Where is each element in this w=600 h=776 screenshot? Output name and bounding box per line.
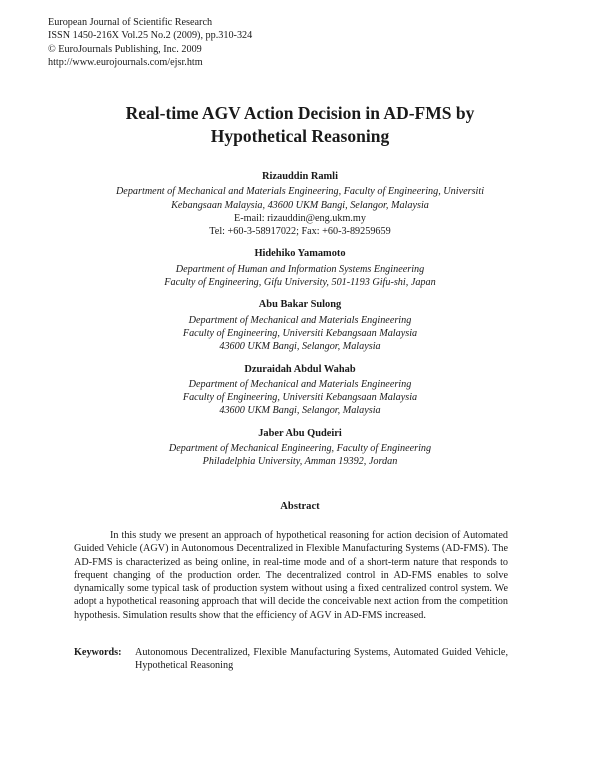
- affiliation-line: Department of Mechanical and Materials Engineering: [188, 314, 412, 326]
- author-block: [0, 298, 600, 353]
- author-block: [0, 363, 600, 418]
- affiliation-line: 43600 UKM Bangi, Selangor, Malaysia: [219, 405, 381, 417]
- author-block: [0, 247, 600, 289]
- keywords-section: [74, 646, 508, 673]
- keywords-label: Keywords:: [74, 647, 122, 658]
- affiliation-line: Department of Mechanical Engineering, Faculty of Engineering: [168, 443, 432, 455]
- journal-url[interactable]: http://www.eurojournals.com/ejsr.htm: [48, 57, 203, 69]
- copyright-line: © EuroJournals Publishing, Inc. 2009: [48, 43, 202, 55]
- affiliation-line: Department of Mechanical and Materials Engineering: [188, 378, 412, 390]
- author-list: [0, 170, 600, 478]
- keywords-text: Autonomous Decentralized, Flexible Manufacturing Systems, Automated Guided Vehicle, Hypothetical Reasoning: [135, 647, 508, 672]
- author-name: Rizauddin Ramli: [262, 171, 338, 182]
- abstract-heading: Abstract: [280, 501, 320, 512]
- affiliation-line: 43600 UKM Bangi, Selangor, Malaysia: [219, 341, 381, 353]
- title-line-2: Hypothetical Reasoning: [210, 126, 390, 146]
- author-email: E-mail: rizauddin@eng.ukm.my: [234, 212, 366, 224]
- author-block: [0, 170, 600, 238]
- affiliation-line: Faculty of Engineering, Universiti Kebangsaan Malaysia: [182, 392, 418, 404]
- author-name: Jaber Abu Qudeiri: [258, 427, 342, 439]
- author-name: Hidehiko Yamamoto: [254, 248, 346, 260]
- journal-header: [48, 16, 348, 70]
- affiliation-line: Faculty of Engineering, Gifu University, 501-1193 Gifu-shi, Japan: [164, 277, 436, 289]
- journal-name: European Journal of Scientific Research: [48, 17, 213, 28]
- title-line-1: Real-time AGV Action Decision in AD-FMS by: [125, 103, 475, 123]
- author-name: Abu Bakar Sulong: [258, 299, 342, 311]
- affiliation-line: Department of Mechanical and Materials Engineering, Faculty of Engineering, Universiti: [115, 186, 485, 198]
- affiliation-line: Department of Human and Information Systems Engineering: [175, 263, 425, 275]
- author-name: Dzuraidah Abdul Wahab: [244, 363, 356, 375]
- affiliation-line: Kebangsaan Malaysia, 43600 UKM Bangi, Selangor, Malaysia: [171, 199, 429, 211]
- author-phone: Tel: +60-3-58917022; Fax: +60-3-89259659: [209, 226, 391, 238]
- author-block: [0, 427, 600, 469]
- affiliation-line: Faculty of Engineering, Universiti Kebangsaan Malaysia: [182, 327, 418, 339]
- affiliation-line: Philadelphia University, Amman 19392, Jordan: [202, 456, 398, 468]
- paper-title: [0, 102, 600, 148]
- issn-line: ISSN 1450-216X Vol.25 No.2 (2009), pp.310-324: [48, 30, 253, 42]
- abstract-body: In this study we present an approach of hypothetical reasoning for action decision of Automated Guided Vehicle (AGV) in Autonomous Decentralized in Flexible Manufacturing Systems (AD-FMS). The AD-FMS is characterized as being online, in real-time mode and of a short-term nature that responds to frequent changing of the production order. The decentralized control in AD-FMS enables to solve dynamically some typical task of production system without using a fixed centralized control system. We adopt a hypothetical reasoning approach that will decide the conceivable next action from the competition hypothesis. Simulation results show that the efficiency of AGV in AD-FMS increased.: [74, 530, 508, 621]
